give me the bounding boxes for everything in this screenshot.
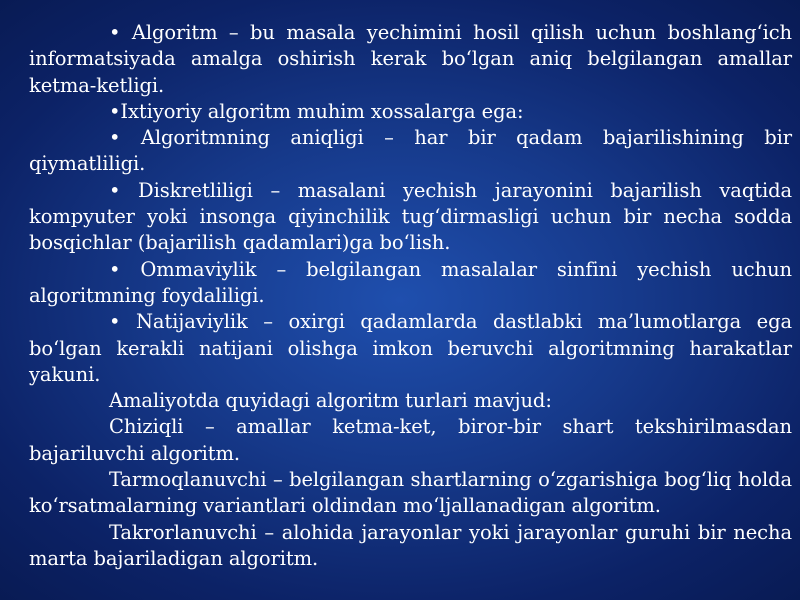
paragraph-linear: Chiziqli – amallar ketma-ket, biror-bir shart tekshirilmasdan bajariluvchi algoritm. <box>29 415 792 465</box>
paragraph-repeating: Takrorlanuvchi – alohida jarayonlar yoki jarayonlar guruhi bir necha marta bajariladigan algoritm. <box>29 520 792 570</box>
paragraph-mass-character: • Ommaviylik – belgilangan masalalar sinfini yechish uchun algoritmning foydaliligi. <box>29 257 792 307</box>
paragraph-algorithm-definition: • Algoritm – bu masala yechimini hosil qilish uchun boshlang‘ich informatsiyada amalga oshirish kerak bo‘lgan aniq belgilangan amallar ketma-ketligi. <box>29 21 792 97</box>
paragraph-branching: Tarmoqlanuvchi – belgilangan shartlarning o‘zgarishiga bog‘liq holda ko‘rsatmalarning variantlari oldindan mo‘ljallanadigan algoritm. <box>29 468 792 518</box>
slide-text-body <box>29 20 792 572</box>
paragraph-effectiveness: • Natijaviylik – oxirgi qadamlarda dastlabki ma’lumotlarga ega bo‘lgan kerakli natijani olishga imkon beruvchi algoritmning harakatlar yakuni. <box>29 310 792 386</box>
paragraph-precision: • Algoritmning aniqligi – har bir qadam bajarilishining bir qiymatliligi. <box>29 126 792 176</box>
paragraph-properties-intro: •Ixtiyoriy algoritm muhim xossalarga ega: <box>109 99 524 123</box>
paragraph-discreteness: • Diskretliligi – masalani yechish jarayonini bajarilish vaqtida kompyuter yoki insonga qiyinchilik tug‘dirmasligi uchun bir necha sodda bosqichlar (bajarilish qadamlari)ga bo‘lish. <box>29 178 792 255</box>
paragraph-types-intro: Amaliyotda quyidagi algoritm turlari mavjud: <box>109 389 552 413</box>
